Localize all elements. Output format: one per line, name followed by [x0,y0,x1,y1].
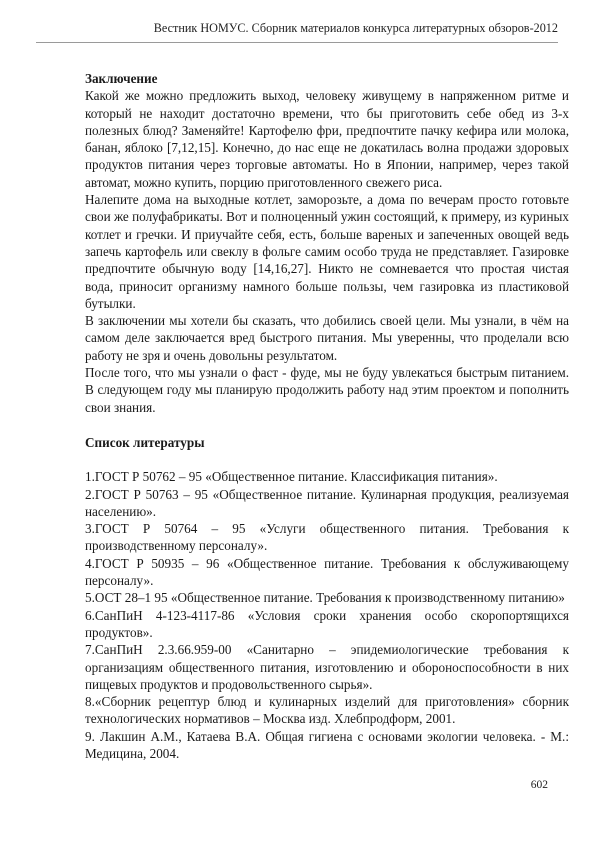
reference-item: 8.«Сборник рецептур блюд и кулинарных изделий для приготовления» сборник технологических нормативов – Москва изд. Хлебпродформ, 2001. [85,694,569,727]
header-rule [36,42,558,43]
reference-item: 9. Лакшин А.М., Катаева В.А. Общая гигиена с основами экологии человека. - М.: Медицина, 2004. [85,728,569,761]
reference-item: 1.ГОСТ Р 50762 – 95 «Общественное питание. Классификация питания». [85,469,498,485]
page-number: 602 [530,779,548,791]
reference-item: 2.ГОСТ Р 50763 – 95 «Общественное питание. Кулинарная продукция, реализуемая населению». [85,486,569,519]
spacer [85,451,569,468]
reference-item: 3.ГОСТ Р 50764 – 95 «Услуги общественного питания. Требования к производственному персоналу». [85,521,569,554]
conclusion-title: Заключение [85,71,158,86]
conclusion-paragraph-4: После того, что мы узнали о фаст - фуде, мы не буду увлекаться быстрым питанием. В следующем году мы планирую продолжить работу над этим проектом и пополнить свои знания. [85,365,569,415]
conclusion-paragraph-3: В заключении мы хотели бы сказать, что добились своей цели. Мы узнали, в чём на самом деле заключается вред быстрого питания. Мы уверенны, что проделали всю работу не зря и очень довольны результатом. [85,313,569,363]
conclusion-paragraph-2: Налепите дома на выходные котлет, заморозьте, а дома по вечерам просто готовьте свои же полуфабрикаты. Вот и полноценный ужин состоящий, к примеру, из куриных котлет и гречки. И приучайте себя, есть, больше вареных и запеченных овощей ведь запечь картофель или свеклу в фольге самим особо труда не представляет. Газировке предпочтите обычную воду [14,16,27]. Никто не сомневается что простая чистая вода, приносит организму намного больше пользы, чем газировка из пластиковой бутылки. [85,192,569,311]
reference-item: 5.ОСТ 28–1 95 «Общественное питание. Требования к производственному питанию» [85,590,565,606]
references-title: Список литературы [85,434,205,450]
reference-item: 7.СанПиН 2.3.66.959-00 «Санитарно – эпидемиологические требования к организациям общественного питания, изготовлению и обороноспособности в них пищевых продуктов и продовольственного сырья». [85,642,569,692]
reference-item: 6.СанПиН 4-123-4117-86 «Условия сроки хранения особо скоропортящихся продуктов». [85,607,569,640]
reference-item: 4.ГОСТ Р 50935 – 96 «Общественное питание. Требования к обслуживающему персоналу». [85,555,569,589]
conclusion-paragraph-1: Какой же можно предложить выход, человеку живущему в напряженном ритме и который не находит достаточно времени, что бы приготовить себе обед из 3-х полезных блюд? Заменяйте! Картофелю фри, предпочтите пачку кефира или молока, банан, яблоко [7,12,15]. Конечно, до нас еще не докатилась волна продажи здоровых продуктов питания через торговые автоматы. Но в Японии, например, через такой автомат, можно купить, порцию приготовленного свежего риса. [85,88,569,190]
spacer [85,416,569,434]
running-header: Вестник НОМУС. Сборник материалов конкурса литературных обзоров-2012 [153,21,558,35]
page-content [85,70,569,762]
reference-list [85,468,569,762]
